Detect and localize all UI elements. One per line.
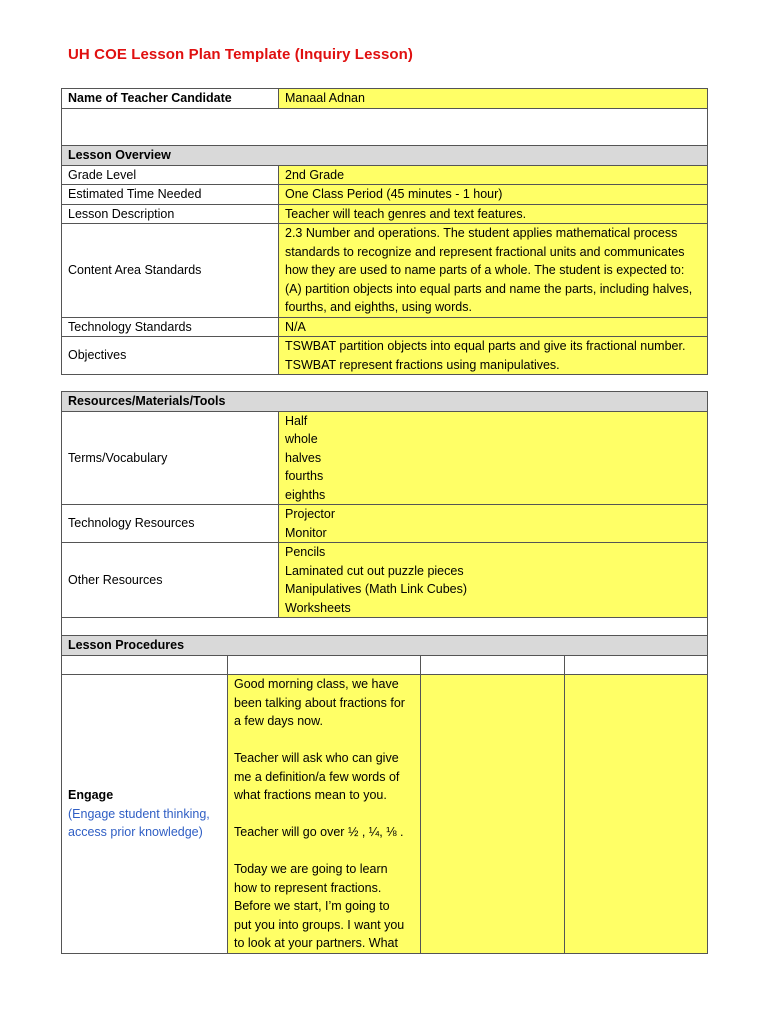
tech-resources-label: Technology Resources bbox=[62, 505, 279, 543]
term-item: fourths bbox=[285, 469, 324, 483]
engage-line: how to represent fractions. bbox=[234, 880, 382, 895]
time-value[interactable]: One Class Period (45 minutes - 1 hour) bbox=[279, 185, 708, 205]
tech-standards-label: Technology Standards bbox=[62, 317, 279, 337]
resources-table bbox=[61, 391, 708, 636]
engage-line: Teacher will go over ½ , ¼, ⅛ . bbox=[234, 825, 404, 839]
other-item: Pencils bbox=[285, 545, 326, 559]
overview-table bbox=[61, 145, 708, 375]
grade-label: Grade Level bbox=[62, 165, 279, 185]
engage-line: been talking about fractions for bbox=[234, 695, 405, 710]
other-item: Laminated cut out puzzle pieces bbox=[285, 563, 464, 578]
engage-student-cell[interactable] bbox=[421, 675, 565, 954]
content-standards-value[interactable] bbox=[279, 224, 708, 318]
term-item: eighths bbox=[285, 487, 326, 502]
engage-line: put you into groups. I want you bbox=[234, 917, 405, 932]
paragraph-gap bbox=[234, 842, 414, 861]
spacer-row bbox=[62, 108, 708, 145]
engage-line: a few days now. bbox=[234, 714, 323, 728]
description-value[interactable]: Teacher will teach genres and text features. bbox=[279, 204, 708, 224]
content-standards-label: Content Area Standards bbox=[62, 224, 279, 318]
tech-item: Projector bbox=[285, 507, 336, 521]
other-item: Manipulatives (Math Link Cubes) bbox=[285, 582, 468, 596]
engage-line: Teacher will ask who can give bbox=[234, 751, 399, 765]
teacher-value[interactable]: Manaal Adnan bbox=[279, 89, 708, 109]
resources-header: Resources/Materials/Tools bbox=[62, 392, 708, 412]
engage-line: Good morning class, we have bbox=[234, 677, 399, 691]
content-line: 2.3 Number and operations. The student applies mathematical process bbox=[285, 226, 678, 240]
teacher-table bbox=[61, 88, 708, 146]
tech-item: Monitor bbox=[285, 525, 327, 540]
engage-label-cell bbox=[62, 675, 228, 954]
teacher-label: Name of Teacher Candidate bbox=[62, 89, 279, 109]
procedures-table bbox=[61, 635, 708, 954]
tech-resources-value[interactable] bbox=[279, 505, 708, 543]
term-item: whole bbox=[285, 432, 318, 446]
content-line: (A) partition objects into equal parts and name the parts, including halves, bbox=[285, 281, 693, 296]
paragraph-gap bbox=[234, 731, 414, 750]
objective-line: TSWBAT represent fractions using manipulatives. bbox=[285, 357, 560, 372]
proc-header-cell bbox=[421, 656, 565, 675]
term-item: Half bbox=[285, 413, 308, 428]
terms-label: Terms/Vocabulary bbox=[62, 411, 279, 505]
term-item: halves bbox=[285, 450, 322, 465]
engage-line: what fractions mean to you. bbox=[234, 788, 387, 802]
other-item: Worksheets bbox=[285, 600, 351, 615]
time-label: Estimated Time Needed bbox=[62, 185, 279, 205]
engage-notes-cell[interactable] bbox=[565, 675, 708, 954]
engage-subtitle-line: (Engage student thinking, bbox=[68, 806, 210, 821]
other-resources-label: Other Resources bbox=[62, 543, 279, 618]
objectives-value[interactable] bbox=[279, 337, 708, 375]
paragraph-gap bbox=[234, 805, 414, 824]
procedures-header: Lesson Procedures bbox=[62, 636, 708, 656]
other-resources-value[interactable] bbox=[279, 543, 708, 618]
engage-line: to look at your partners. What bbox=[234, 936, 398, 950]
tech-standards-value[interactable]: N/A bbox=[279, 317, 708, 337]
content-line: fourths, and eighths, using words. bbox=[285, 300, 472, 314]
document-title: UH COE Lesson Plan Template (Inquiry Lesson) bbox=[68, 46, 414, 63]
engage-teacher-cell[interactable] bbox=[228, 675, 421, 954]
content-line: standards to recognize and represent fractional units and communicates bbox=[285, 244, 685, 259]
objective-line: TSWBAT partition objects into equal parts and give its fractional number. bbox=[285, 339, 686, 353]
description-label: Lesson Description bbox=[62, 204, 279, 224]
engage-title: Engage bbox=[68, 788, 114, 802]
grade-value[interactable]: 2nd Grade bbox=[279, 165, 708, 185]
spacer-row bbox=[62, 618, 708, 636]
engage-line: Before we start, I’m going to bbox=[234, 899, 390, 913]
engage-subtitle-line: access prior knowledge) bbox=[68, 825, 203, 839]
overview-header: Lesson Overview bbox=[62, 146, 708, 166]
engage-line: me a definition/a few words of bbox=[234, 769, 400, 784]
engage-line: Today we are going to learn bbox=[234, 862, 388, 876]
proc-header-cell bbox=[565, 656, 708, 675]
proc-header-cell bbox=[62, 656, 228, 675]
content-line: how they are used to name parts of a whole. The student is expected to: bbox=[285, 263, 685, 277]
terms-value[interactable] bbox=[279, 411, 708, 505]
objectives-label: Objectives bbox=[62, 337, 279, 375]
proc-header-cell bbox=[228, 656, 421, 675]
